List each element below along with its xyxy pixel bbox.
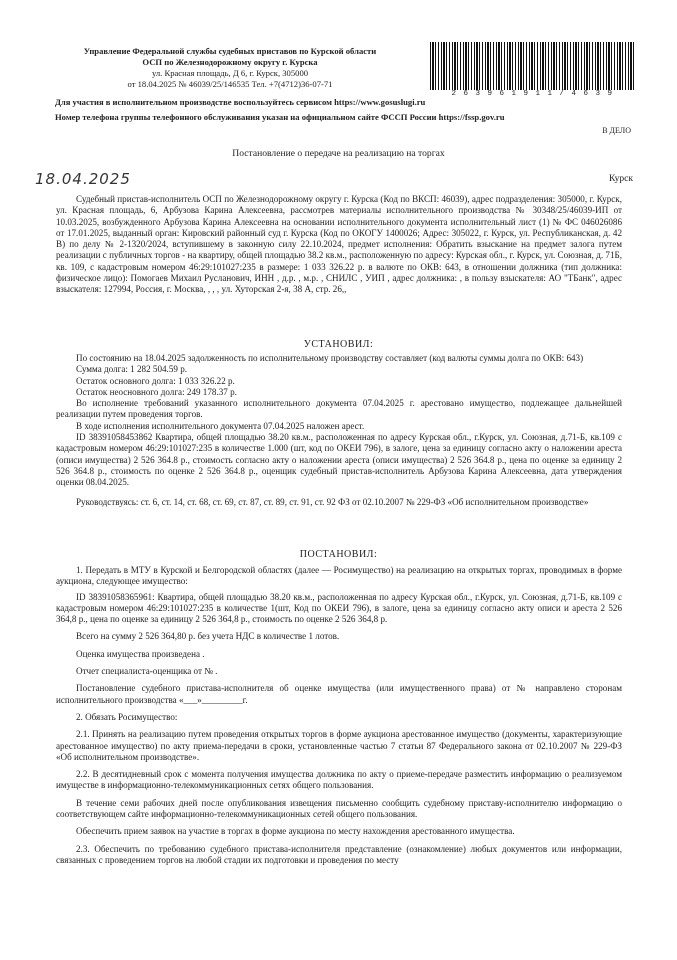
arrest-note: Во исполнение требований указанного исполнительного документа 07.04.2025 г. арестовано имущество, подлежащее дальнейшей реализации путем проведения торгов. (56, 398, 622, 420)
item-1-transfer: 1. Передать в МТУ в Курской и Белгородской областях (далее — Росимущество) на реализацию на открытых торгах, проводимых в форме аукциона, следующее имущество: (56, 565, 622, 587)
header-block (40, 46, 420, 90)
valuation-note: Оценка имущества произведена . (76, 648, 205, 659)
legal-basis: Руководствуясь: ст. 6, ст. 14, ст. 68, ст. 69, ст. 87, ст. 89, ст. 91, ст. 92 ФЗ от 02.10.2007 № 229-ФЗ «Об исполнительном производстве» (76, 496, 589, 507)
valuation-resolution: Постановление судебного пристава-исполнителя об оценке имущества (или имущественного права) от № направлено сторонам исполнительного производства «___»_________г. (56, 683, 622, 705)
debt-total: Сумма долга: 1 282 504.59 р. (76, 364, 188, 375)
debt-nonprincipal: Остаток неосновного долга: 249 178.37 р. (76, 386, 237, 397)
phone-note: Номер телефона группы телефонного обслуживания указан на официальном сайте ФССП России https://fssp.gov.ru (55, 112, 505, 122)
postanovil-heading: ПОСТАНОВИЛ: (299, 549, 378, 560)
city: Курск (609, 174, 633, 184)
org-department: ОСП по Железнодорожному округу г. Курска (142, 57, 318, 67)
item-2-1: 2.1. Принять на реализацию путем проведения открытых торгов в форме аукциона арестованное имущество (документы, характеризующие арестованное имущество) по акту приема-передачи в сроки, установленные частью 7 статьи 87 Федерального закона от 02.10.2007 № 229-ФЗ «Об исполнительном производстве». (56, 729, 622, 762)
document-reference: от 18.04.2025 № 46039/25/146535 Тел. +7(4712)36-07-71 (127, 79, 333, 89)
ustanovil-heading: УСТАНОВИЛ: (303, 339, 374, 350)
postanovil-section (56, 565, 622, 866)
intro-text: Судебный пристав-исполнитель ОСП по Железнодорожному округу г. Курска (Код по ВКСП: 46039), адрес подразделения: 305000, г. Курск, ул. Красная площадь, 6, Арбузова Карина Алексеевна, рассмотрев материалы исполнительного производства № 30348/25/46039-ИП от 10.03.2025, возбужденного Арбузова Карина Алексеевна на основании исполнительного документа исполнительный лист (1) № ФС 046026086 от 17.01.2025, выданный орган: Кировский районный суд г. Курска (Код по ОКОГУ 1400026; Адрес: 305022, г. Курск, ул. Республиканская, д. 42 В) по делу № 2-1320/2024, вступившему в законную силу 22.10.2024, предмет исполнения: Обратить взыскание на предмет залога путем реализации с публичных торгов - на квартиру, общей площадью 38.2 кв.м., расположенную по адресу: Курская обл., г. Курск, ул. Союзная, д. 71Б, кв. 109, с кадастровым номером 46:29:101027:235 в размере: 1 033 326.22 р. в валюте по ОКВ: 643, в отношении должника (тип должника: физическое лицо): Помогаев Михаил Русланович, ИНН , д.р. , м.р. , СНИЛС , УИП , адрес должника: , в пользу взыскателя: АО "ТБанк", адрес взыскателя: 127994, Россия, г. Москва, , , , ул. Хуторская 2-я, 38 А, стр. 26,, (56, 194, 622, 295)
item-2-2: 2.2. В десятидневный срок с момента получения имущества должника по акту о приеме-передаче разместить информацию о реализуемом имуществе в информационно-телекоммуникационных сетях общего пользования. (56, 769, 622, 791)
v-delo-label: В ДЕЛО (602, 126, 631, 135)
ustanovil-section (56, 353, 622, 508)
item-2-2-notice: В течение семи рабочих дней после опубликования извещения письменно сообщить судебному приставу-исполнителю информацию о соответствующем сайте информационно-телекоммуникационных сетей общего пользования. (56, 797, 622, 820)
org-name: Управление Федеральной службы судебных приставов по Курской области (83, 46, 377, 56)
debt-status: По состоянию на 18.04.2025 задолженность по исполнительному производству составляет (код валюты суммы долга по ОКВ: 643) (76, 353, 584, 363)
intro-paragraph (56, 194, 622, 296)
item-1-total: Всего на сумму 2 526 364,80 р. без учета НДС в количестве 1 лотов. (76, 631, 340, 642)
item-2-3: 2.3. Обеспечить по требованию судебного пристава-исполнителя представление (ознакомление) любых документов или информации, связанных с проведением торгов на любой стадии их подготовки и проведения по месту (56, 843, 622, 865)
appraiser-report: Отчет специалиста-оценщика от № . (76, 666, 218, 677)
item-2-oblige: 2. Обязать Росимущество: (76, 711, 178, 722)
document-title: Постановление о передаче на реализацию на торгах (232, 148, 445, 159)
debt-principal: Остаток основного долга: 1 033 326.22 р. (76, 375, 235, 386)
arrest-imposed: В ходе исполнения исполнительного документа 07.04.2025 наложен арест. (76, 420, 365, 431)
handwritten-date: 18.04.2025 (35, 170, 131, 188)
property-description: ID 38391058453862 Квартира, общей площадью 38.20 кв.м., расположенная по адресу Курская обл., г.Курск, ул. Союзная, д.71-Б, кв.109 с кадастровым номером 46:29:101027:235 в количестве 1.000 (шт, код по ОКЕИ 796), в залоге, цена за единицу согласно акту о наложении ареста (описи имущества) 2 526 364.8 р., стоимость согласно акту о наложении ареста (описи имущества) 2 526 364.8 р., цена по оценке за единицу 2 526 364.8 р., стоимость по оценке 2 526 364.8 р., оценщик судебный пристав-исполнитель Арбузова Карина Алексеевна, дата утверждения оценки 08.04.2025. (56, 432, 622, 488)
item-2-2-applications: Обеспечить прием заявок на участие в торгах в форме аукциона по месту нахождения арестованного имущества. (76, 826, 515, 837)
barcode-number: 2 6 3 9 6 1 9 1 1 / 4 6 3 9 (451, 90, 614, 98)
org-address: ул. Красная площадь, Д 6, г. Курск, 305000 (151, 68, 309, 78)
gosuslugi-note: Для участия в исполнительном производстве воспользуйтесь сервисом https://www.gosuslugi.ru (55, 97, 426, 107)
barcode (430, 42, 635, 90)
item-1-property: ID 38391058365961: Квартира, общей площадью 38.20 кв.м., расположенная по адресу Курская обл., г.Курск, ул. Союзная, д.71-Б, кв.109 с кадастровым номером 46:29:101027:235 в количестве 1(шт, Код по ОКЕИ 796), в залоге, цена за единицу согласно акту описи и ареста 2 526 364,8 р., цена по оценке за единицу 2 526 364,8 р., стоимость по оценке 2 526 364,8 р. (56, 591, 622, 625)
